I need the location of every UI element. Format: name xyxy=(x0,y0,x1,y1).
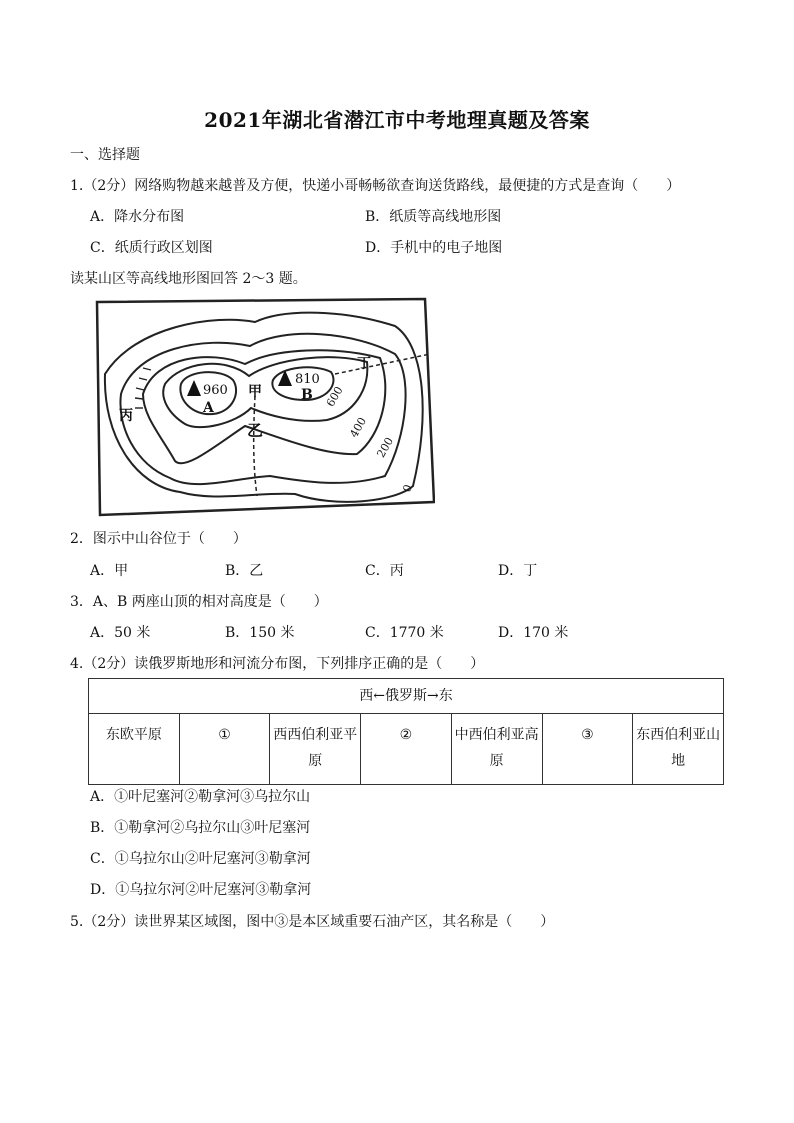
question-1-option-b: B．纸质等高线地形图 xyxy=(365,209,502,225)
table-cell: 西西伯利亚平原 xyxy=(270,714,361,785)
page-title: 2021年湖北省潜江市中考地理真题及答案 xyxy=(204,108,590,132)
question-2-option-a: A．甲 xyxy=(90,563,129,579)
peak-b-label: B xyxy=(301,387,313,403)
question-1-stem: 1.（2分）网络购物越来越普及方便，快递小哥畅畅欲查询送货路线，最便捷的方式是查询（ ） xyxy=(70,178,681,194)
question-4-option-a: A．①叶尼塞河②勒拿河③乌拉尔山 xyxy=(90,789,311,805)
question-2-stem: 2．图示中山谷位于（ ） xyxy=(70,531,247,547)
contour-label-200: 200 xyxy=(374,435,397,460)
label-jia: 甲 xyxy=(248,384,262,400)
contour-map xyxy=(95,296,435,518)
label-bing: 丙 xyxy=(119,408,133,424)
table-cell: ① xyxy=(179,714,270,785)
question-2-option-b: B．乙 xyxy=(225,563,264,579)
contour-label-0: 0 xyxy=(400,482,416,494)
label-yi: 乙 xyxy=(247,421,264,440)
question-3-stem: 3．A、B 两座山顶的相对高度是（ ） xyxy=(70,594,328,610)
peak-b-elevation: 810 xyxy=(295,372,320,387)
question-1-option-d: D．手机中的电子地图 xyxy=(365,240,503,256)
question-4-option-d: D．①乌拉尔河②叶尼塞河③勒拿河 xyxy=(90,882,312,898)
table-cell: 东欧平原 xyxy=(89,714,180,785)
table-cell: ③ xyxy=(542,714,633,785)
question-3-option-d: D．170 米 xyxy=(498,625,569,641)
question-4-stem: 4.（2分）读俄罗斯地形和河流分布图，下列排序正确的是（ ） xyxy=(70,656,485,672)
question-4-option-c: C．①乌拉尔山②叶尼塞河③勒拿河 xyxy=(90,851,311,867)
table-cell: ② xyxy=(361,714,452,785)
peak-a-label: A xyxy=(203,400,214,416)
table-header: 西←俄罗斯→东 xyxy=(89,679,724,714)
label-ding: 丁 xyxy=(357,356,371,372)
peak-a-elevation: 960 xyxy=(203,383,228,398)
question-1-option-a: A．降水分布图 xyxy=(90,209,185,225)
table-cell: 东西伯利亚山地 xyxy=(633,714,724,785)
question-4-option-b: B．①勒拿河②乌拉尔山③叶尼塞河 xyxy=(90,820,311,836)
question-5-stem: 5.（2分）读世界某区域图，图中③是本区域重要石油产区，其名称是（ ） xyxy=(70,914,555,930)
question-3-option-c: C．1770 米 xyxy=(365,625,444,641)
questions-2-3-intro: 读某山区等高线地形图回答 2～3 题。 xyxy=(70,271,307,287)
question-3-option-b: B．150 米 xyxy=(225,625,295,641)
question-3-option-a: A．50 米 xyxy=(90,625,151,641)
peak-a-triangle-icon xyxy=(187,380,201,396)
contour-label-600: 600 xyxy=(323,384,346,409)
question-1-option-c: C．纸质行政区划图 xyxy=(90,240,213,256)
table-cell: 中西伯利亚高原 xyxy=(451,714,542,785)
question-2-option-c: C．丙 xyxy=(365,563,404,579)
russia-terrain-table xyxy=(88,678,724,785)
question-2-option-d: D．丁 xyxy=(498,563,538,579)
contour-label-400: 400 xyxy=(347,415,370,440)
section-heading: 一、选择题 xyxy=(70,147,140,163)
